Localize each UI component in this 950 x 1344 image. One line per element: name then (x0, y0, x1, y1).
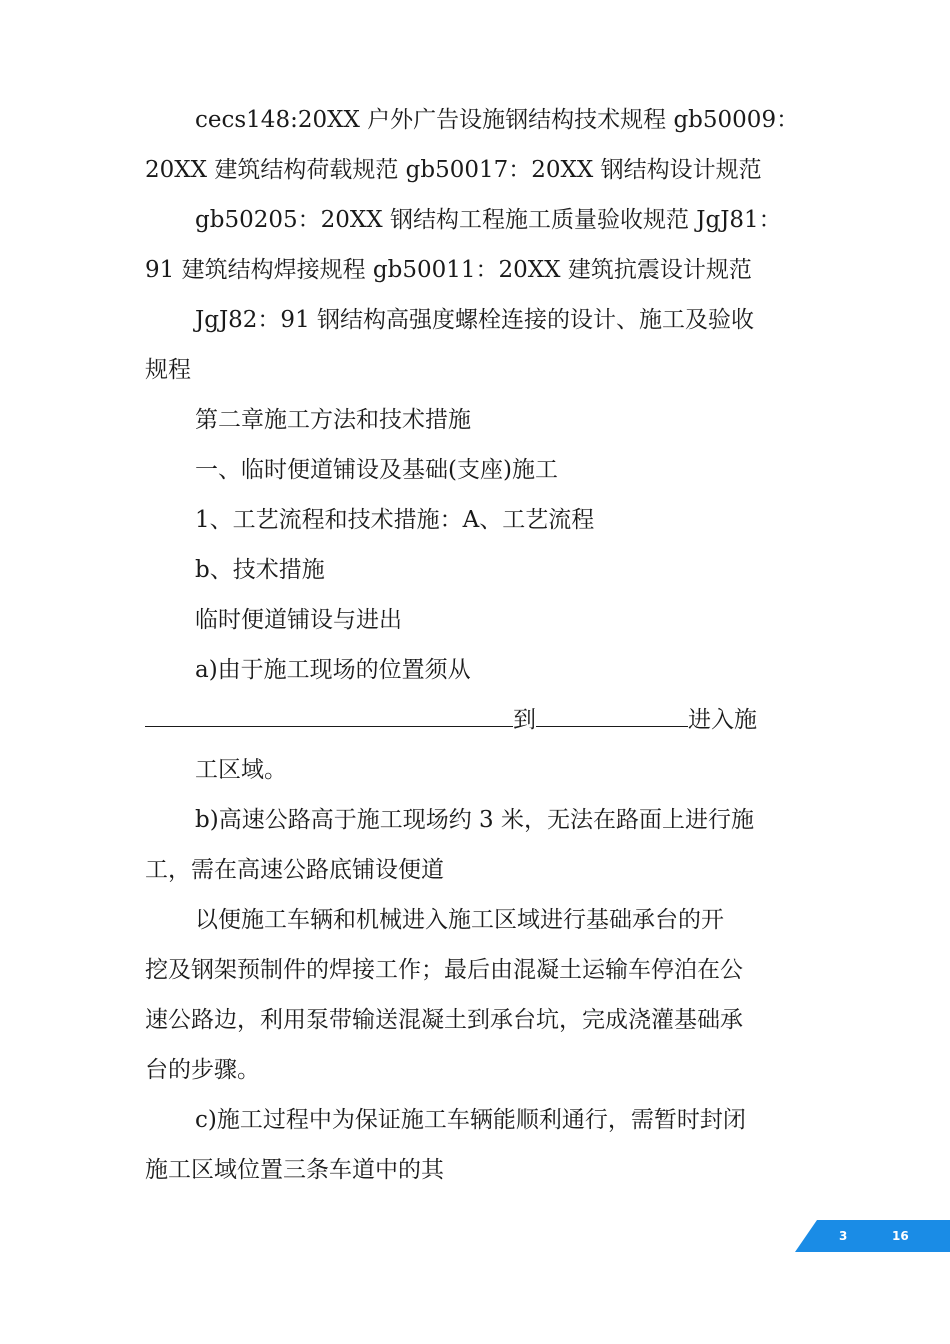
paragraph-line: 20XX 建筑结构荷载规范 gb50017：20XX 钢结构设计规范 (145, 157, 762, 183)
paragraph-line: cecs148:20XX 户外广告设施钢结构技术规程 gb50009： (195, 107, 800, 133)
paragraph-line: gb50205：20XX 钢结构工程施工质量验收规范 JgJ81： (195, 207, 782, 233)
paragraph-line: b)高速公路高于施工现场约 3 米，无法在路面上进行施 (195, 807, 754, 833)
chapter-heading: 第二章施工方法和技术措施 (195, 407, 471, 433)
section-heading: 一、临时便道铺设及基础(支座)施工 (195, 457, 558, 483)
paragraph-line: 工，需在高速公路底铺设便道 (145, 857, 444, 883)
paragraph-line: c)施工过程中为保证施工车辆能顺利通行，需暂时封闭 (195, 1107, 746, 1133)
paragraph-line: 临时便道铺设与进出 (195, 607, 402, 633)
paragraph-line: JgJ82：91 钢结构高强度螺栓连接的设计、施工及验收 (195, 307, 755, 333)
paragraph-line: 规程 (145, 357, 191, 383)
blank-underline (145, 696, 513, 727)
paragraph-line: 91 建筑结构焊接规程 gb50011：20XX 建筑抗震设计规范 (145, 257, 752, 283)
paragraph-line: 速公路边，利用泵带输送混凝土到承台坑，完成浇灌基础承 (145, 1007, 743, 1033)
paragraph-line: 挖及钢架预制件的焊接工作；最后由混凝土运输车停泊在公 (145, 957, 743, 983)
subsection-heading: 1、工艺流程和技术措施：A、工艺流程 (195, 507, 595, 533)
page-number-badge (795, 1220, 950, 1252)
blank-mid-text: 到 (513, 707, 536, 733)
subsection-item: b、技术措施 (195, 557, 325, 583)
paragraph-line: 台的步骤。 (145, 1057, 260, 1083)
blank-underline (536, 696, 688, 727)
paragraph-line: 工区域。 (195, 757, 287, 783)
fill-in-blank-line (145, 695, 810, 745)
badge-background (795, 1220, 950, 1252)
blank-end-text: 进入施 (688, 707, 757, 733)
current-page-number: 3 (839, 1229, 848, 1243)
total-pages-number: 16 (892, 1229, 909, 1243)
paragraph-line: 以便施工车辆和机械进入施工区域进行基础承台的开 (195, 907, 724, 933)
document-body (145, 95, 810, 1195)
paragraph-line: 施工区域位置三条车道中的其 (145, 1157, 444, 1183)
paragraph-line: a)由于施工现场的位置须从 (195, 657, 471, 683)
